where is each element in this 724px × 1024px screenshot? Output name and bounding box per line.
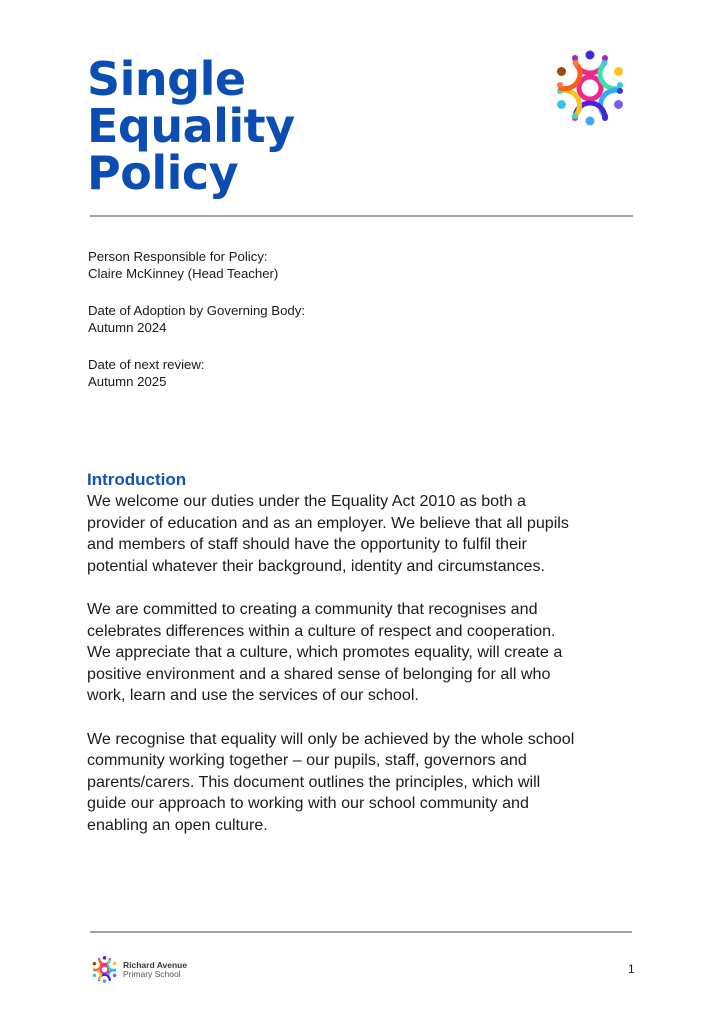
- text-line: We recognise that equality will only be achieved by the whole school: [87, 729, 575, 748]
- paragraph: [87, 729, 647, 837]
- meta-label: Date of Adoption by Governing Body:: [88, 303, 306, 318]
- text-line: guide our approach to working with our school community and: [87, 794, 529, 813]
- meta-responsible: [88, 248, 305, 282]
- school-emblem-icon: [549, 47, 631, 129]
- text-line: enabling an open culture.: [87, 815, 268, 834]
- text-line: provider of education and as an employer. We believe that all pupils: [87, 513, 569, 532]
- text-line: celebrates differences within a culture of respect and cooperation.: [87, 621, 556, 640]
- school-name-line-1: Richard Avenue: [123, 959, 188, 970]
- text-line: work, learn and use the services of our school.: [87, 686, 419, 705]
- introduction-heading: Introduction: [87, 470, 187, 489]
- page-title: [87, 52, 295, 200]
- footer-school-logo: [90, 955, 187, 984]
- paragraph: [87, 491, 647, 577]
- text-line: We welcome our duties under the Equality Act 2010 as both a: [87, 492, 526, 510]
- footer-school-name: [123, 961, 187, 979]
- meta-value: Autumn 2025: [88, 374, 167, 389]
- introduction-body: [87, 491, 647, 858]
- meta-label: Person Responsible for Policy:: [88, 249, 268, 264]
- footer-divider: [90, 931, 632, 933]
- meta-review-date: [88, 356, 305, 390]
- paragraph: [87, 599, 647, 707]
- meta-adoption-date: [88, 302, 305, 336]
- title-line-3: Policy: [87, 146, 239, 200]
- title-line-1: Single: [87, 52, 246, 106]
- school-emblem-small-icon: [90, 955, 119, 984]
- text-line: and members of staff should have the opportunity to fulfil their: [87, 535, 527, 554]
- school-name-line-2: Primary School: [123, 968, 181, 979]
- policy-meta: [88, 248, 305, 410]
- text-line: positive environment and a shared sense of belonging for all who: [87, 664, 551, 683]
- header-divider: [90, 215, 633, 217]
- meta-value: Autumn 2024: [88, 320, 167, 335]
- text-line: We appreciate that a culture, which promotes equality, will create a: [87, 643, 563, 662]
- meta-label: Date of next review:: [88, 357, 205, 372]
- text-line: potential whatever their background, identity and circumstances.: [87, 556, 546, 575]
- text-line: community working together – our pupils, staff, governors and: [87, 751, 527, 770]
- title-line-2: Equality: [87, 99, 295, 153]
- page-number: 1: [628, 962, 635, 976]
- text-line: We are committed to creating a community that recognises and: [87, 599, 538, 618]
- text-line: parents/carers. This document outlines the principles, which will: [87, 772, 541, 791]
- meta-value: Claire McKinney (Head Teacher): [88, 266, 279, 281]
